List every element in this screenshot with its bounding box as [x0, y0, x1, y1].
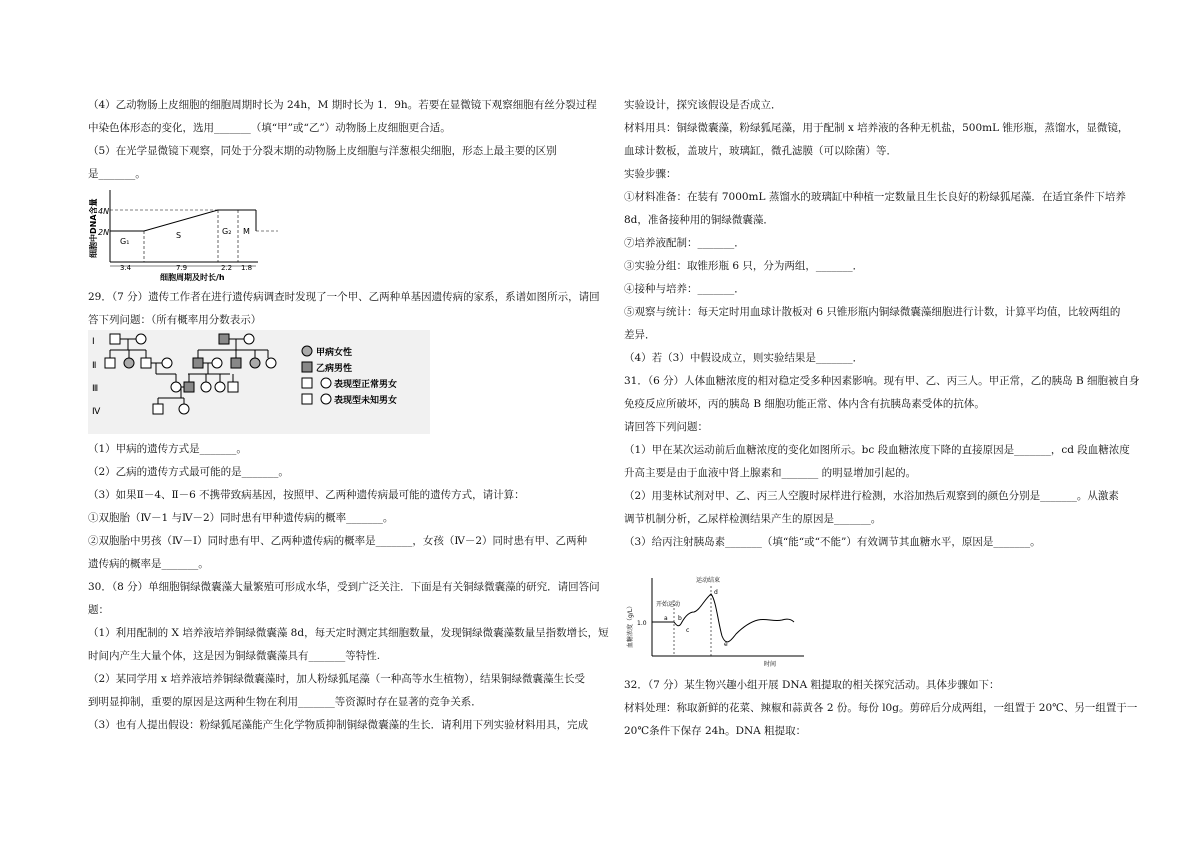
r-line4: 实验步骤： — [624, 168, 677, 180]
q31-2-line2: 调节机制分析，乙尿样检测结果产生的原因是_______。 — [624, 513, 882, 525]
glucose-xlabel: 时间 — [764, 661, 777, 668]
r-line1: 实验设计，探究该假设是否成立． — [624, 99, 782, 111]
r-line7: ⑦培养液配制：_______． — [624, 237, 745, 249]
legend-2: 乙病男性 — [316, 364, 353, 374]
q32-line2: 材料处理：称取新鲜的花菜、辣椒和蒜黄各 2 份。每份 l0g。剪碎后分成两组，一组置于 20℃、另一组置于一 — [624, 702, 1138, 714]
r-line3: 血球计数板，盖玻片，玻璃缸，微孔滤膜（可以除菌）等． — [624, 145, 897, 157]
q28-4-line1: （4）乙动物肠上皮细胞的细胞周期时长为 24h，M 期时长为 1．9h。若要在显微镜下观察细胞有丝分裂过程 — [88, 99, 597, 111]
q29-3: （3）如果Ⅱ－4、Ⅱ－6 不携带致病基因，按照甲、乙两种遗传病最可能的遗传方式，请计算： — [88, 489, 525, 501]
point-a: a — [664, 615, 668, 622]
q29-line2: 答下列问题：（所有概率用分数表示） — [88, 314, 262, 326]
legend-3: 表现型正常男女 — [334, 380, 398, 390]
cell-cycle-figure — [88, 186, 288, 282]
q30-1-line1: （1）利用配制的 X 培养液培养铜绿微囊藻 8d，每天定时测定其细胞数量，发现铜绿微囊藻数量呈指数增长，短 — [88, 627, 609, 639]
q31-1-line2: 升高主要是由于血液中肾上腺素和_______ 的明显增加引起的。 — [624, 467, 917, 479]
dur-g1: 3.4 — [120, 264, 132, 272]
q30-line2: 题： — [88, 604, 109, 616]
phase-g2: G₂ — [222, 227, 232, 236]
point-b: b — [678, 615, 682, 622]
dur-g2: 2.2 — [221, 264, 233, 272]
q29-3-2-line1: ②双胞胎中男孩（Ⅳ－I）同时患有甲、乙两种遗传病的概率是_______，女孩（Ⅳ－2）同时患有甲、乙两种 — [88, 535, 588, 547]
pedigree-figure — [88, 330, 430, 434]
q28-5-line2: 是_______。 — [88, 168, 146, 180]
q29-3-1: ①双胞胎（Ⅳ－1 与Ⅳ－2）同时患有甲种遗传病的概率_______。 — [88, 512, 394, 524]
phase-m: M — [243, 227, 250, 236]
glucose-start-label: 开始运动 — [656, 601, 681, 608]
gen-2: Ⅱ — [92, 361, 97, 371]
cycle-ylabel: 细胞中DNA含量 — [89, 198, 98, 258]
glucose-end-label: 运动结束 — [696, 577, 721, 584]
legend-4: 表现型未知男女 — [334, 396, 398, 406]
r-line9: ④接种与培养：_______． — [624, 283, 745, 295]
r-line5: ①材料准备：在装有 7000mL 蒸馏水的玻璃缸中种植一定数量且生长良好的粉绿狐尾藻．在适宜条件下培养 — [624, 191, 1126, 203]
q31-3: （3）给丙注射胰岛素_______（填“能“或“不能”）有效调节其血糖水平，原因是_______。 — [624, 536, 1041, 548]
phase-g1: G₁ — [120, 237, 130, 246]
q28-4-line2: 中染色体形态的变化，选用_______（填“甲”或“乙”）动物肠上皮细胞更合适。 — [88, 122, 451, 134]
q29-1: （1）甲病的遗传方式是_______。 — [88, 443, 247, 455]
phase-s: S — [176, 231, 182, 240]
q31-line3: 请回答下列问题： — [624, 421, 708, 433]
cycle-xlabel: 细胞周期及时长/h — [160, 273, 225, 282]
gen-1: Ⅰ — [92, 337, 95, 347]
point-c: c — [686, 627, 690, 634]
q29-2: （2）乙病的遗传方式最可能的是_______。 — [88, 466, 289, 478]
dur-m: 1.8 — [241, 264, 253, 272]
q31-1-line1: （1）甲在某次运动前后血糖浓度的变化如图所示。bc 段血糖浓度下降的直接原因是_______，cd 段血糖浓度 — [624, 444, 1130, 456]
r-line2: 材料用具：铜绿微囊藻，粉绿狐尾藻，用于配制 x 培养液的各种无机盐，500mL 锥形瓶，蒸馏水，显微镜， — [624, 122, 1129, 134]
cycle-y-2n: 2N — [98, 228, 110, 237]
r-line12: （4）若（3）中假设成立，则实验结果是_______． — [624, 352, 864, 364]
r-line8: ③实验分组：取锥形瓶 6 只，分为两组，_______． — [624, 260, 864, 272]
q31-line2: 免疫反应所破坏，丙的胰岛 B 细胞功能正常、体内含有抗胰岛素受体的抗体。 — [624, 398, 985, 410]
q29-3-2-line2: 遗传病的概率是_______。 — [88, 558, 209, 570]
r-line10: ⑤观察与统计：每天定时用血球计散板对 6 只锥形瓶内铜绿微囊藻细胞进行计数，计算平均值，比较两组的 — [624, 306, 1121, 318]
r-line11: 差异． — [624, 329, 656, 341]
point-d: d — [714, 589, 718, 596]
legend-1: 甲病女性 — [316, 348, 353, 358]
q32-line1: 32．（7 分）某生物兴趣小组开展 DNA 粗提取的相关探究活动。具体步骤如下： — [624, 679, 1000, 691]
q31-2-line1: （2）用斐林试剂对甲、乙、丙三人空腹时尿样进行检测，水浴加热后观察到的颜色分别是_______。从激素 — [624, 490, 1119, 502]
q29-line1: 29．（7 分）遗传工作者在进行遗传病调查时发现了一个甲、乙两种单基因遗传病的家系，系谱如图所示，请回 — [88, 291, 600, 303]
glucose-ylabel: 血糖浓度（g/L） — [627, 602, 634, 648]
q28-5-line1: （5）在光学显微镜下观察，同处于分裂末期的动物肠上皮细胞与洋葱根尖细胞，形态上最主要的区别 — [88, 145, 557, 157]
q31-line1: 31．（6 分）人体血糖浓度的相对稳定受多种因素影响。现有甲、乙、丙三人。甲正常，乙的胰岛 B 细胞被自身 — [624, 375, 1140, 387]
q30-3-line1: （3）也有人提出假设：粉绿狐尾藻能产生化学物质抑制铜绿微囊藻的生长．请利用下列实验材料用具，完成 — [88, 719, 589, 731]
q32-line3: 20℃条件下保存 24h。DNA 粗提取： — [624, 725, 807, 737]
gen-3: Ⅲ — [92, 384, 99, 394]
q30-2-line2: 到明显抑制，重要的原因是这两种生物在利用_______等资源时存在显著的竞争关系． — [88, 696, 482, 708]
dur-s: 7.9 — [176, 264, 188, 272]
gen-4: Ⅳ — [92, 407, 101, 417]
cycle-y-4n: 4N — [98, 207, 110, 216]
glucose-figure — [624, 570, 814, 670]
glucose-y-tick: 1.0 — [637, 620, 647, 627]
q30-2-line1: （2）某同学用 x 培养液培养铜绿微囊藻时，加人粉绿狐尾藻（一种高等水生植物），结果铜绿微囊藻生长受 — [88, 673, 586, 685]
q30-line1: 30．（8 分）单细胞铜绿微囊藻大量繁殖可形成水华，受到广泛关注．下面是有关铜绿微囊藻的研究．请回答问 — [88, 581, 600, 593]
point-e: e — [724, 641, 728, 648]
r-line6: 8d，准备接种用的铜绿微囊藻． — [624, 214, 774, 226]
q30-1-line2: 时间内产生大量个体，这是因为铜绿微囊藻具有_______等特性. — [88, 650, 381, 662]
